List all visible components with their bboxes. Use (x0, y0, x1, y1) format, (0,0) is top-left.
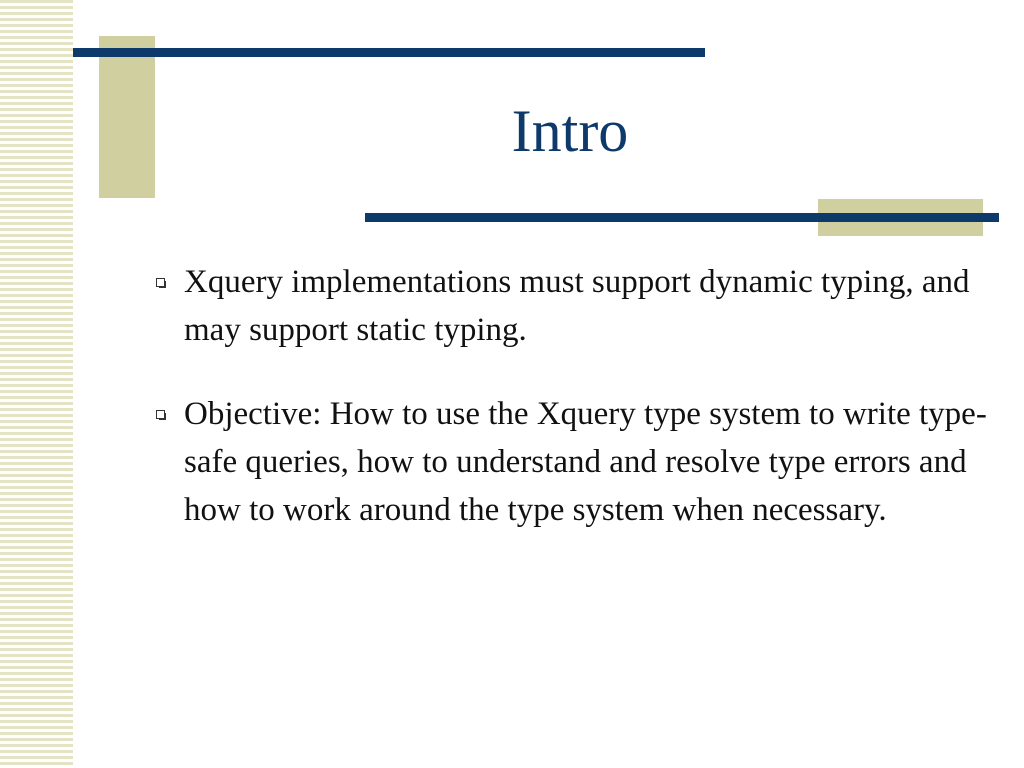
bullet-text: Xquery implementations must support dynamic typing, and may support static typing. (184, 264, 970, 348)
decorative-line-top (73, 48, 705, 57)
bullet-item (150, 390, 990, 534)
square-bullet-icon (156, 410, 165, 419)
decorative-line-bottom (365, 213, 999, 222)
decorative-block-top (99, 36, 155, 198)
bullet-item (150, 258, 990, 354)
bullet-text: Objective: How to use the Xquery type system to write type-safe queries, how to understand and resolve type errors and how to work around the type system when necessary. (184, 396, 987, 528)
decorative-side-stripes (0, 0, 73, 768)
slide-content (150, 258, 990, 570)
square-bullet-icon (156, 278, 165, 287)
slide-title: Intro (511, 98, 629, 164)
